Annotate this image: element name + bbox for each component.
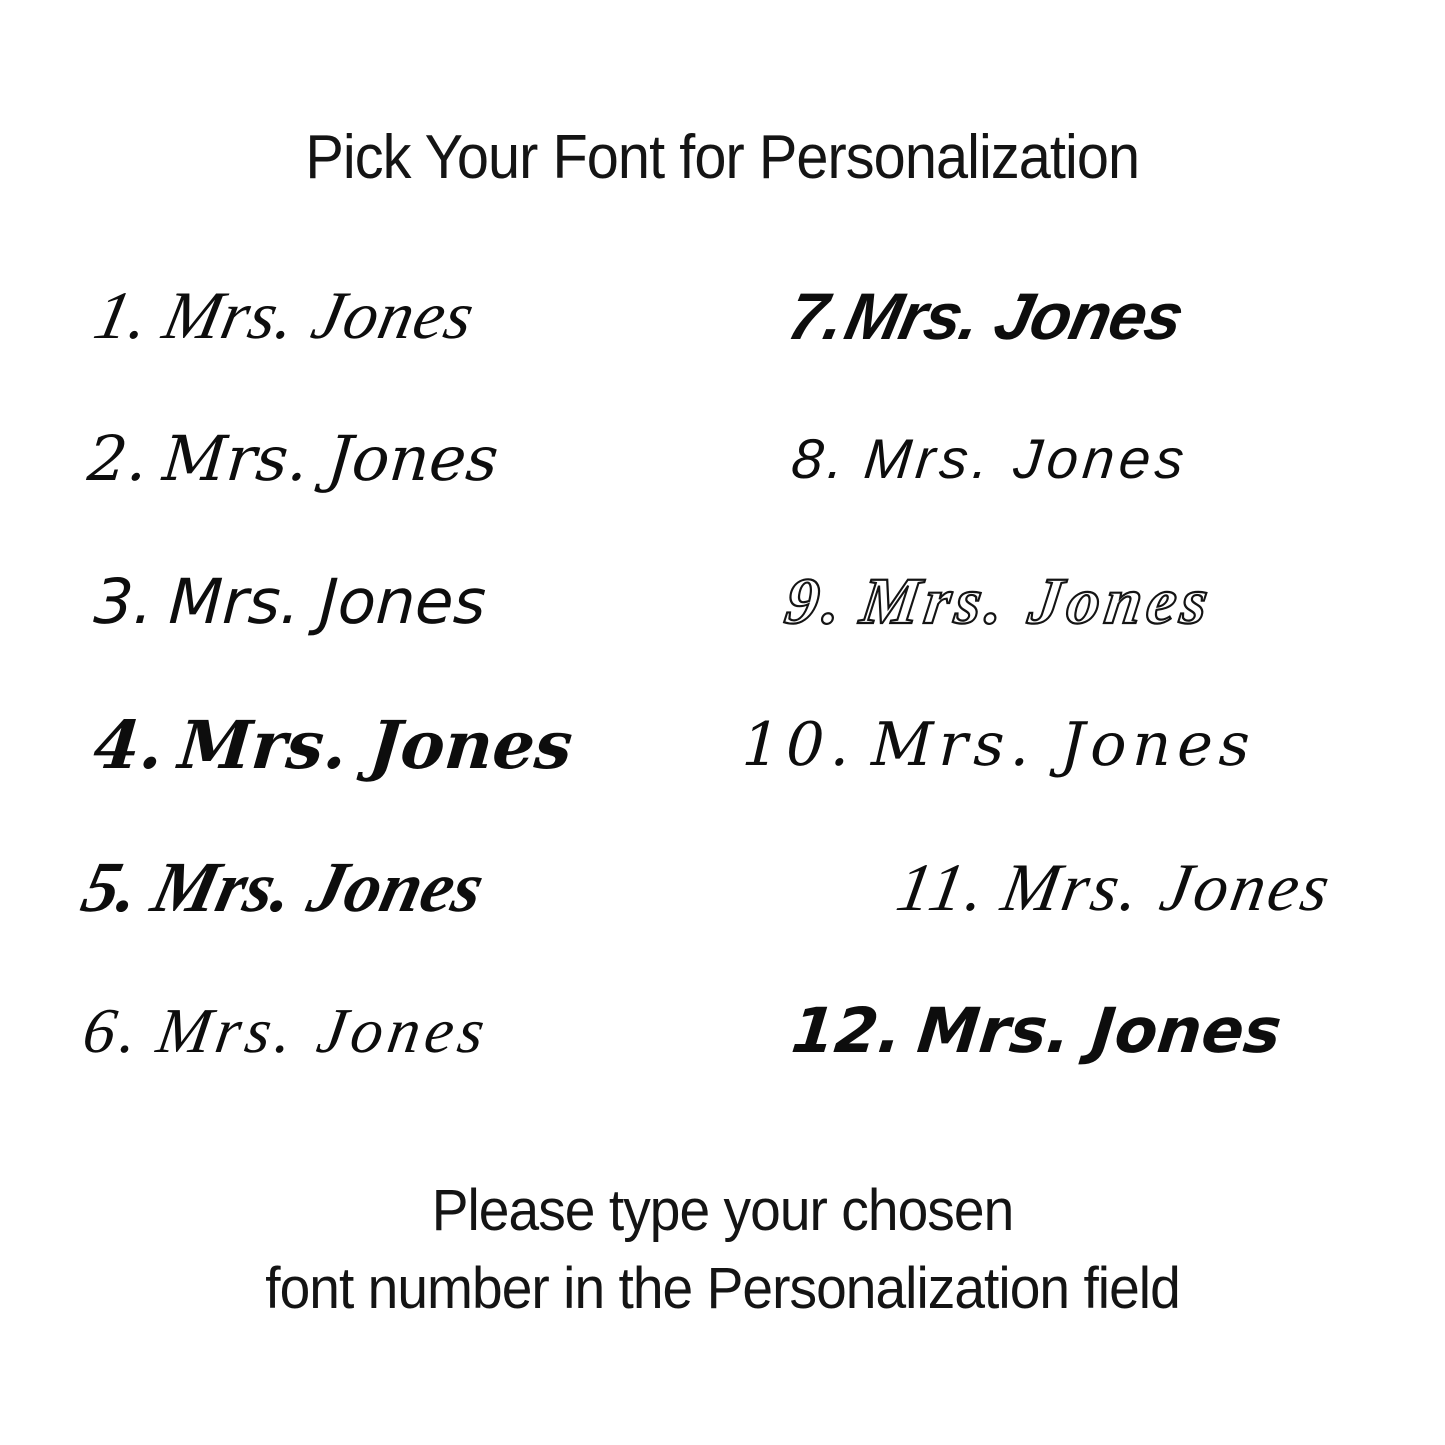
font-sample-8	[714, 387, 1445, 530]
font-sample-11	[709, 816, 1445, 959]
font-sample-4	[0, 673, 728, 816]
font-sample-7	[707, 244, 1445, 387]
font-sample-text-4: Mrs. Jones	[175, 705, 576, 784]
font-sample-text-6: Mrs. Jones	[152, 994, 495, 1066]
font-sample-text-1: Mrs. Jones	[157, 277, 482, 353]
page-title-text: Pick Your Font for Personalization	[305, 123, 1140, 192]
font-number-7: 7.	[782, 278, 851, 353]
font-sample-1	[0, 244, 737, 387]
font-sample-text-12: Mrs. Jones	[914, 994, 1285, 1067]
font-number-6: 6.	[78, 994, 148, 1066]
font-number-4: 4.	[90, 705, 167, 784]
font-number-12: 12.	[788, 994, 906, 1067]
font-sample-text-8: Mrs. Jones	[861, 427, 1192, 490]
font-sample-text-5: Mrs. Jones	[144, 847, 492, 927]
font-number-8: 8.	[788, 427, 853, 490]
font-samples-grid	[0, 244, 1445, 1102]
font-number-11: 11.	[891, 849, 994, 925]
font-sample-text-11: Mrs. Jones	[996, 849, 1339, 925]
font-sample-text-7: Mrs. Jones	[839, 278, 1190, 353]
font-sample-5	[0, 816, 739, 959]
font-number-2: 2.	[84, 422, 151, 495]
font-sample-9	[712, 530, 1445, 673]
instruction-line-2: font number in the Personalization field	[265, 1255, 1180, 1321]
font-sample-text-9: Mrs. Jones	[856, 564, 1218, 638]
font-number-1: 1.	[88, 277, 158, 353]
page-title	[0, 122, 1445, 193]
font-sample-text-10: Mrs. Jones	[870, 709, 1257, 780]
font-sample-3	[0, 530, 726, 673]
font-sample-6	[0, 959, 733, 1102]
font-sample-12	[714, 959, 1445, 1102]
font-sample-text-2: Mrs. Jones	[159, 422, 502, 495]
instruction-line-1: Please type your chosen	[431, 1178, 1014, 1243]
font-number-9: 9.	[780, 564, 851, 638]
font-number-5: 5.	[74, 847, 148, 927]
font-number-10: 10.	[740, 709, 857, 780]
font-sample-2	[0, 387, 728, 530]
font-number-3: 3.	[92, 565, 156, 638]
font-sample-text-3: Mrs. Jones	[167, 565, 488, 638]
font-sample-10	[720, 673, 1445, 816]
instruction-text	[0, 1172, 1445, 1327]
